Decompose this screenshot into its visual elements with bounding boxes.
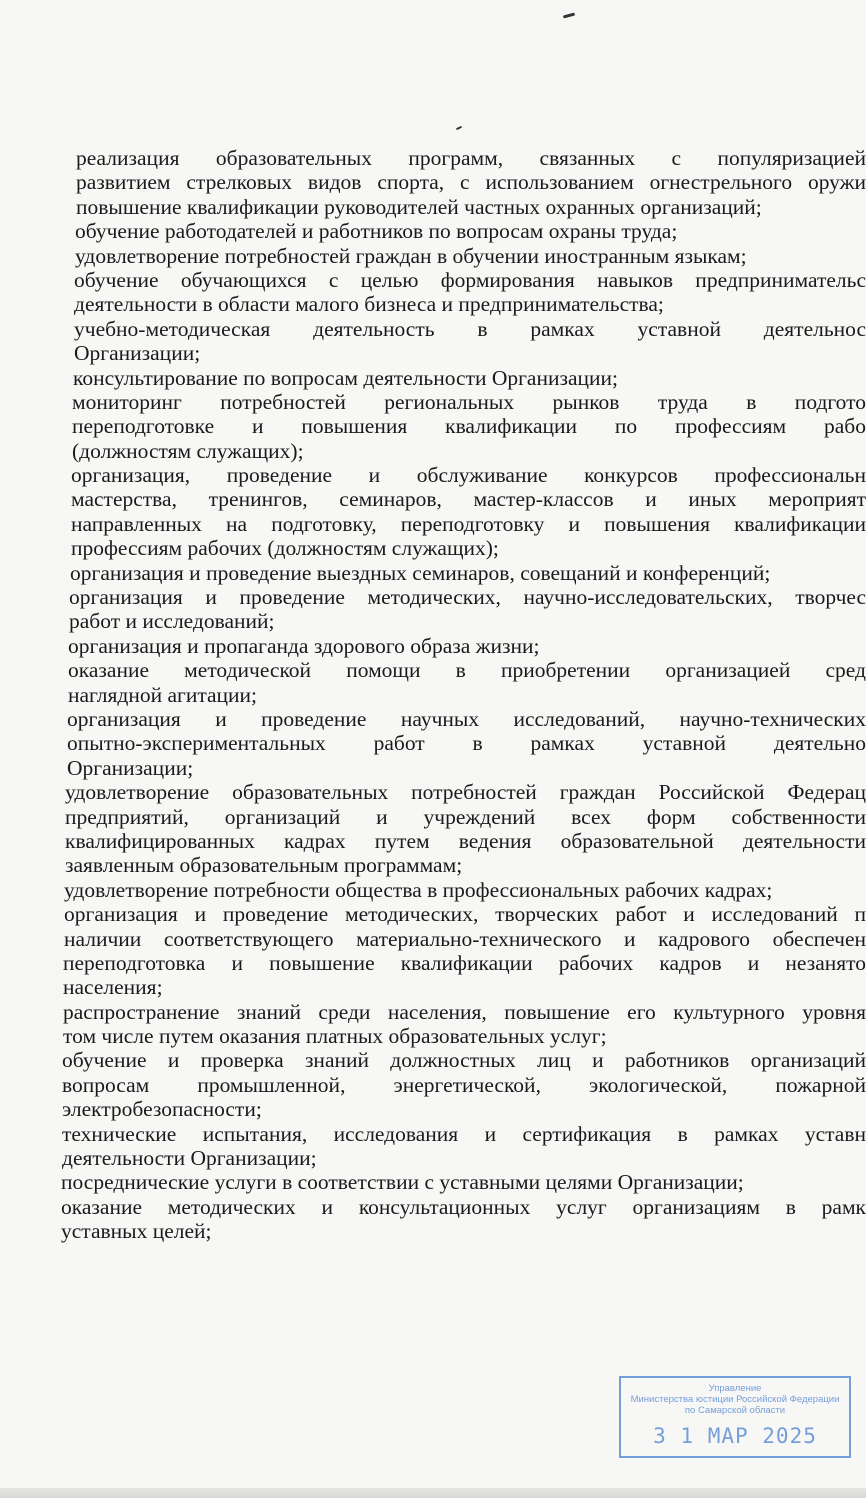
document-paragraph	[0, 146, 866, 195]
document-line: организация и проведение методических, научно-исследовательских, творчес	[69, 585, 866, 610]
document-paragraph	[0, 268, 866, 317]
document-line: заявленным образовательным программам;	[65, 853, 463, 878]
document-line: организация и пропаганда здорового образа жизни;	[68, 633, 540, 658]
document-line: оказание методической помощи в приобретении организацией сред	[68, 658, 866, 683]
document-line: обучение работодателей и работников по вопросам охраны труда;	[75, 219, 678, 244]
document-paragraph	[0, 1000, 866, 1049]
document-paragraph	[0, 561, 866, 585]
document-paragraph	[0, 244, 866, 268]
document-line: вопросам промышленной, энергетической, экологической, пожарной	[62, 1072, 866, 1097]
document-line: развитием стрелковых видов спорта, с использованием огнестрельного оружи	[76, 170, 866, 195]
document-line: наглядной агитации;	[68, 682, 258, 707]
document-paragraph	[0, 390, 866, 463]
document-paragraph	[0, 902, 866, 951]
document-line: направленных на подготовку, переподготовку и повышения квалификации	[71, 511, 866, 536]
document-paragraph	[0, 195, 866, 219]
document-paragraph	[0, 463, 866, 561]
document-line: посреднические услуги в соответствии с уставными целями Организации;	[61, 1170, 744, 1195]
document-line: учебно-методическая деятельность в рамках уставной деятельнос	[74, 316, 866, 341]
document-line: организация и проведение выездных семинаров, совещаний и конференций;	[70, 560, 771, 585]
document-line: обучение и проверка знаний должностных лиц и работников организаций	[62, 1048, 866, 1073]
document-line: повышение квалификации руководителей частных охранных организаций;	[76, 194, 762, 219]
document-line: удовлетворение потребностей граждан в обучении иностранным языкам;	[75, 243, 747, 268]
stamp-date: 3 1 МАР 2025	[653, 1424, 817, 1448]
document-line: организация, проведение и обслуживание конкурсов профессиональн	[71, 463, 866, 488]
document-line: предприятий, организаций и учреждений всех форм собственности	[65, 804, 866, 829]
registration-stamp	[619, 1376, 851, 1458]
document-paragraph	[0, 1048, 866, 1121]
document-line: Организации;	[74, 341, 201, 366]
document-paragraph	[0, 878, 866, 902]
document-line: консультирование по вопросам деятельности Организации;	[73, 365, 619, 390]
document-line: удовлетворение потребности общества в профессиональных рабочих кадрах;	[64, 877, 773, 902]
document-body	[0, 146, 866, 1244]
scan-bottom-edge	[0, 1488, 866, 1498]
document-line: электробезопасности;	[62, 1097, 262, 1122]
document-line: технические испытания, исследования и сертификация в рамках уставн	[62, 1121, 866, 1146]
document-paragraph	[0, 366, 866, 390]
document-paragraph	[0, 780, 866, 878]
document-line: квалифицированных кадрах путем ведения образовательной деятельности	[65, 828, 866, 853]
document-line: работ и исследований;	[69, 609, 275, 634]
document-paragraph	[0, 658, 866, 707]
document-line: переподготовке и повышения квалификации по профессиям рабо	[72, 414, 866, 439]
document-paragraph	[0, 1170, 866, 1194]
document-line: организация и проведение методических, творческих работ и исследований п	[64, 902, 866, 927]
document-line: профессиям рабочих (должностям служащих);	[71, 536, 499, 561]
document-paragraph	[0, 634, 866, 658]
document-paragraph	[0, 219, 866, 243]
document-line: удовлетворение образовательных потребностей граждан Российской Федерац	[65, 780, 866, 805]
document-line: том числе путем оказания платных образовательных услуг;	[63, 1024, 607, 1049]
document-line: оказание методических и консультационных услуг организациям в рамк	[61, 1194, 866, 1219]
document-line: Организации;	[67, 755, 194, 780]
document-line: опытно-экспериментальных работ в рамках уставной деятельно	[67, 731, 866, 756]
document-line: организация и проведение научных исследований, научно-технических	[67, 706, 866, 731]
document-line: (должностям служащих);	[72, 438, 304, 463]
document-line: реализация образовательных программ, связанных с популяризацией	[76, 146, 866, 170]
document-line: мастерства, тренингов, семинаров, мастер-классов и иных мероприят	[71, 487, 866, 512]
document-line: населения;	[63, 975, 163, 1000]
document-line: наличии соответствующего материально-технического и кадрового обеспечен	[64, 926, 866, 951]
document-line: деятельности Организации;	[62, 1146, 317, 1171]
stamp-authority: Управление	[708, 1383, 762, 1394]
stamp-region: по Самарской области	[684, 1405, 786, 1416]
scan-mark	[456, 126, 462, 130]
document-line: уставных целей;	[61, 1219, 212, 1244]
document-line: деятельности в области малого бизнеса и предпринимательства;	[74, 292, 664, 317]
stamp-ministry: Министерства юстиции Российской Федерации	[630, 1394, 840, 1405]
document-line: обучение обучающихся с целью формирования навыков предпринимательс	[74, 267, 866, 292]
scan-mark	[563, 12, 575, 18]
document-line: распространение знаний среди населения, повышение его культурного уровня	[63, 999, 866, 1024]
document-paragraph	[0, 585, 866, 634]
document-paragraph	[0, 1122, 866, 1171]
document-line: мониторинг потребностей региональных рынков труда в подгото	[72, 389, 866, 414]
document-paragraph	[0, 951, 866, 1000]
document-line: переподготовка и повышение квалификации рабочих кадров и незанято	[63, 950, 866, 975]
document-paragraph	[0, 317, 866, 366]
document-paragraph	[0, 707, 866, 780]
document-paragraph	[0, 1195, 866, 1244]
